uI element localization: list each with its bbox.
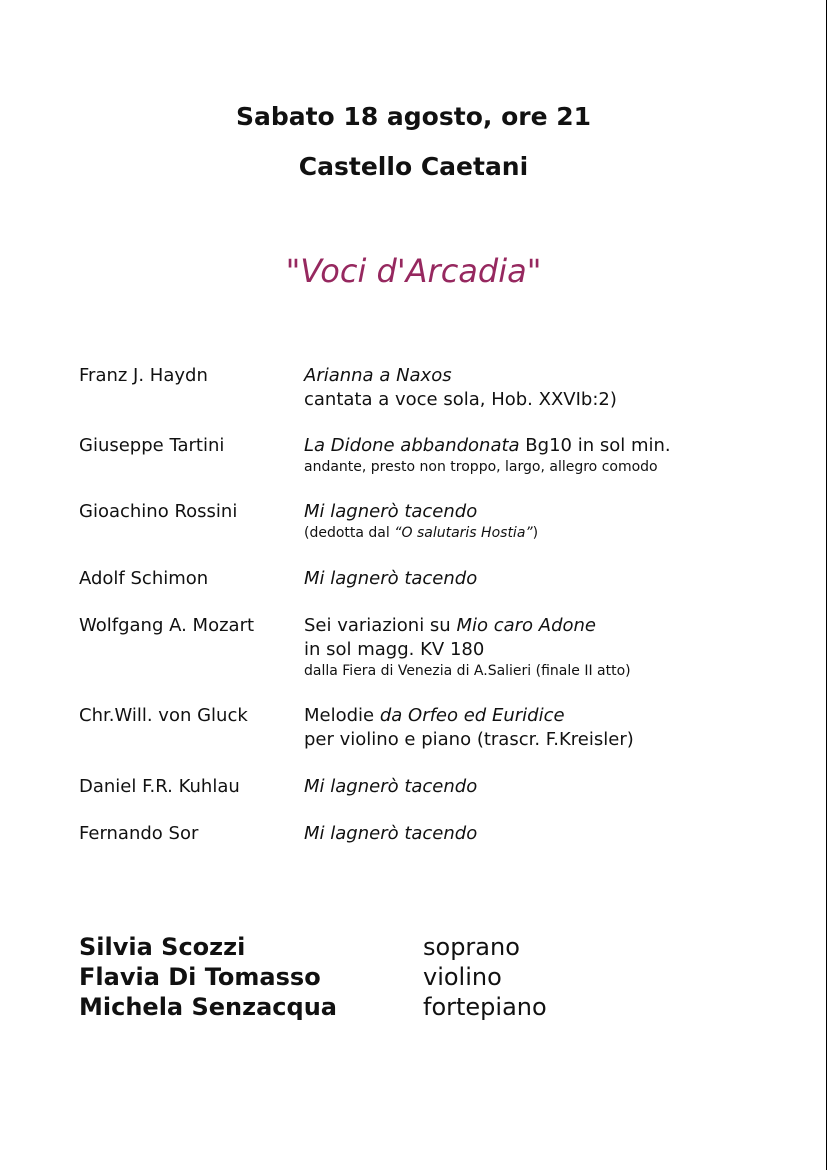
composer-name: Giuseppe Tartini [79, 435, 225, 456]
performer-name: Michela Senzacqua [79, 993, 337, 1021]
work-details [304, 434, 799, 476]
program-item-rossini [79, 500, 799, 567]
concert-venue: Castello Caetani [298, 152, 529, 181]
composer-name: Gioachino Rossini [79, 501, 238, 522]
work-title: Arianna a Naxos [304, 365, 452, 386]
composer-name: Wolfgang A. Mozart [79, 615, 255, 636]
composer-name: Franz J. Haydn [79, 365, 208, 386]
work-details [304, 364, 799, 412]
composer-name: Adolf Schimon [79, 568, 209, 589]
work-title: La Didone abbandonata [304, 435, 520, 456]
performer-row [79, 932, 679, 962]
work-key: Bg10 in sol min. [519, 435, 671, 456]
work-details [304, 500, 799, 542]
work-details [304, 567, 799, 591]
work-title: Mi lagnerò tacendo [304, 823, 478, 844]
work-note: dalla Fiera di Venezia di A.Salieri (finale II atto) [304, 663, 631, 679]
program-item-tartini [79, 434, 799, 500]
work-title: Mi lagnerò tacendo [304, 568, 478, 589]
performers-list [79, 932, 679, 1022]
work-title: Mio caro Adone [456, 615, 596, 636]
work-prefix: Sei variazioni su [304, 615, 457, 636]
work-note: (dedotta dal “O salutaris Hostia”) [304, 525, 539, 541]
performer-role: fortepiano [423, 993, 547, 1021]
concert-title: "Voci d'Arcadia" [285, 252, 542, 290]
work-details [304, 822, 799, 846]
work-key: in sol magg. KV 180 [304, 639, 485, 660]
performer-name: Silvia Scozzi [79, 933, 246, 961]
program-item-gluck [79, 704, 799, 775]
work-description: per violino e piano (trascr. F.Kreisler) [304, 729, 634, 750]
work-details [304, 704, 799, 752]
program-item-sor [79, 822, 799, 852]
performer-row [79, 992, 679, 1022]
work-title: Mi lagnerò tacendo [304, 501, 478, 522]
program-item-haydn [79, 364, 799, 434]
composer-name: Chr.Will. von Gluck [79, 705, 248, 726]
work-details [304, 775, 799, 799]
composer-name: Daniel F.R. Kuhlau [79, 776, 240, 797]
performer-name: Flavia Di Tomasso [79, 963, 321, 991]
program-item-mozart [79, 614, 799, 704]
work-prefix: Melodie [304, 705, 380, 726]
program-item-schimon [79, 567, 799, 614]
program-list [79, 364, 799, 852]
performer-role: violino [423, 963, 502, 991]
work-movements: andante, presto non troppo, largo, allegro comodo [304, 459, 658, 475]
work-title: da Orfeo ed Euridice [379, 705, 565, 726]
work-description: cantata a voce sola, Hob. XXVIb:2) [304, 389, 617, 410]
performer-role: soprano [423, 933, 520, 961]
work-details [304, 614, 799, 680]
composer-name: Fernando Sor [79, 823, 199, 844]
program-item-kuhlau [79, 775, 799, 822]
concert-date-time: Sabato 18 agosto, ore 21 [235, 102, 592, 131]
work-title: Mi lagnerò tacendo [304, 776, 478, 797]
performer-row [79, 962, 679, 992]
